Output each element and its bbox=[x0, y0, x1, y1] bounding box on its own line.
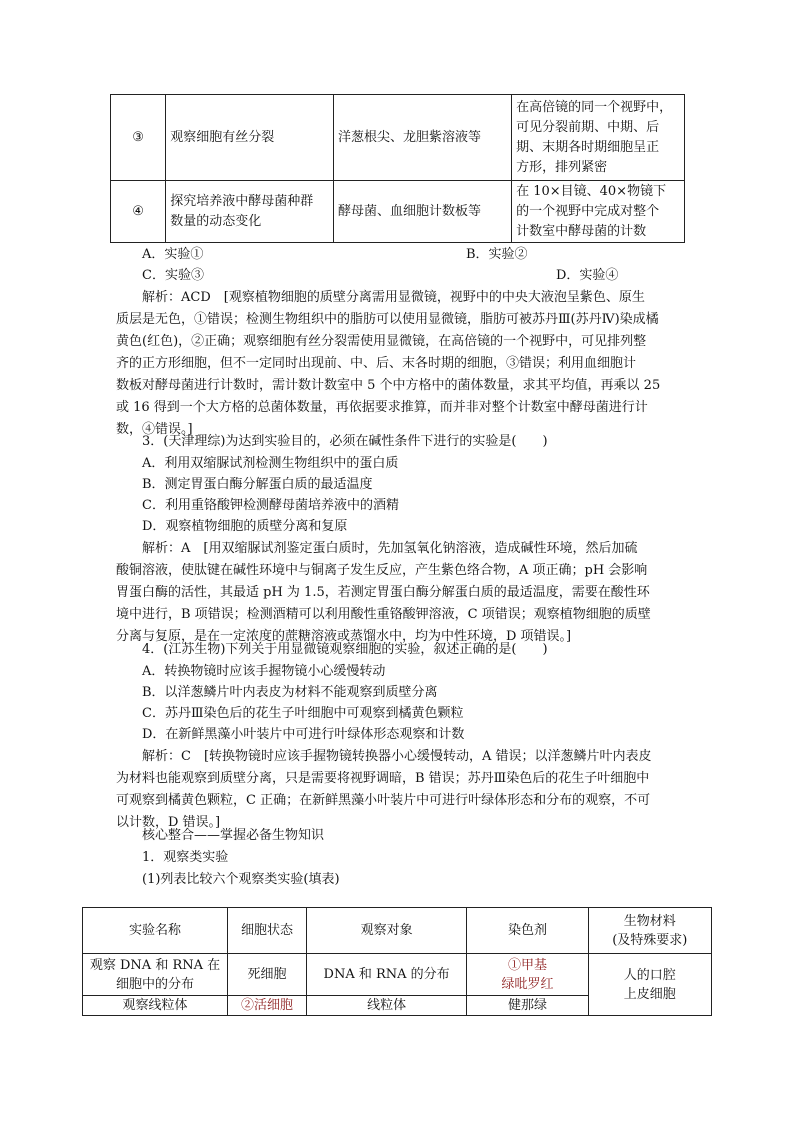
option-a: A．实验① bbox=[142, 247, 204, 262]
column-header: 生物材料 (及特殊要求) bbox=[588, 908, 711, 954]
row-number: ④ bbox=[111, 181, 166, 243]
analysis-line: 酸铜溶液，使肽键在碱性环境中与铜离子发生反应，产生紫色络合物，A 项正确；pH 会影响 bbox=[116, 563, 648, 578]
cell-state: 死细胞 bbox=[228, 954, 307, 996]
analysis-line: 分离与复原，是在一定浓度的蔗糖溶液或蒸馏水中，均为中性环境，D 项错误。] bbox=[116, 629, 572, 644]
option-c: C．利用重铬酸钾检测酵母菌培养液中的酒精 bbox=[142, 498, 399, 513]
experiment-name: 探究培养液中酵母菌种群 数量的动态变化 bbox=[166, 181, 334, 243]
column-header: 观察对象 bbox=[306, 908, 466, 954]
option-c: C．苏丹Ⅲ染色后的花生子叶细胞中可观察到橘黄色颗粒 bbox=[142, 706, 464, 721]
section-title: 核心整合——掌握必备生物知识 bbox=[142, 828, 325, 843]
option-b: B．实验② bbox=[466, 247, 528, 262]
cell-name: 观察 DNA 和 RNA 在 细胞中的分布 bbox=[83, 954, 228, 996]
analysis-line: 解析：ACD [观察植物细胞的质壁分离需用显微镜，视野中的中央大液泡呈紫色、原生 bbox=[142, 290, 645, 305]
table-row bbox=[111, 95, 685, 181]
cell-stain: 健那绿 bbox=[467, 996, 588, 1016]
analysis-line: 质层是无色，①错误；检测生物组织中的脂肪可以使用显微镜，脂肪可被苏丹Ⅲ(苏丹Ⅳ)染成橘 bbox=[116, 312, 659, 327]
table-row bbox=[83, 954, 712, 996]
experiment-material: 洋葱根尖、龙胆紫溶液等 bbox=[334, 95, 512, 181]
option-a: A．利用双缩脲试剂检测生物组织中的蛋白质 bbox=[142, 456, 399, 471]
analysis-line: 数，④错误。] bbox=[116, 422, 193, 437]
column-header: 细胞状态 bbox=[228, 908, 307, 954]
option-d: D．观察植物细胞的质壁分离和复原 bbox=[142, 519, 348, 534]
top-table bbox=[110, 94, 685, 243]
cell-object: 线粒体 bbox=[306, 996, 466, 1016]
column-header: 实验名称 bbox=[83, 908, 228, 954]
table-header-row bbox=[83, 908, 712, 954]
experiment-description: 在 10×目镜、40×物镜下 的一个视野中完成对整个 计数室中酵母菌的计数 bbox=[512, 181, 685, 243]
section-subtitle: (1)列表比较六个观察类实验(填表) bbox=[142, 872, 340, 887]
question-stem: 4．(江苏生物)下列关于用显微镜观察细胞的实验，叙述正确的是( ) bbox=[142, 642, 548, 657]
table-row bbox=[111, 181, 685, 243]
experiment-name: 观察细胞有丝分裂 bbox=[166, 95, 334, 181]
column-header: 染色剂 bbox=[467, 908, 588, 954]
option-a: A．转换物镜时应该手握物镜小心缓慢转动 bbox=[142, 664, 386, 679]
comparison-table bbox=[82, 907, 712, 1016]
analysis-line: 解析：C [转换物镜时应该手握物镜转换器小心缓慢转动，A 错误；以洋葱鳞片叶内表皮 bbox=[142, 749, 652, 764]
row-number: ③ bbox=[111, 95, 166, 181]
analysis-line: 胃蛋白酶的活性，其最适 pH 为 1.5，若测定胃蛋白酶分解蛋白质的最适温度，需要在酸性环 bbox=[116, 585, 650, 600]
option-d: D．实验④ bbox=[556, 268, 619, 283]
question-stem: 3．(天津理综)为达到实验目的，必须在碱性条件下进行的实验是( ) bbox=[142, 434, 548, 449]
experiment-material: 酵母菌、血细胞计数板等 bbox=[334, 181, 512, 243]
analysis-line: 数板对酵母菌进行计数时，需计数计数室中 5 个中方格中的菌体数量，求其平均值，再乘以 25 bbox=[116, 378, 661, 393]
analysis-line: 解析：A [用双缩脲试剂鉴定蛋白质时，先加氢氧化钠溶液，造成碱性环境，然后加硫 bbox=[142, 541, 638, 556]
analysis-line: 以计数，D 错误。] bbox=[116, 815, 221, 830]
cell-object: DNA 和 RNA 的分布 bbox=[306, 954, 466, 996]
option-c: C．实验③ bbox=[142, 268, 204, 283]
cell-material: 人的口腔 上皮细胞 bbox=[588, 954, 711, 1016]
analysis-line: 齐的正方形细胞，但不一定同时出现前、中、后、末各时期的细胞，③错误；利用血细胞计 bbox=[116, 356, 637, 371]
analysis-line: 为材料也能观察到质壁分离，只是需要将视野调暗，B 错误；苏丹Ⅲ染色后的花生子叶细胞中 bbox=[116, 771, 650, 786]
analysis-line: 境中进行，B 项错误；检测酒精可以利用酸性重铬酸钾溶液，C 项错误；观察植物细胞的质壁 bbox=[116, 607, 651, 622]
cell-state: ②活细胞 bbox=[228, 996, 307, 1016]
analysis-line: 可观察到橘黄色颗粒，C 正确；在新鲜黑藻小叶装片中可进行叶绿体形态和分布的观察，不可 bbox=[116, 793, 651, 808]
section-subtitle: 1．观察类实验 bbox=[142, 850, 229, 865]
cell-stain: ①甲基 绿吡罗红 bbox=[467, 954, 588, 996]
cell-name: 观察线粒体 bbox=[83, 996, 228, 1016]
analysis-line: 或 16 得到一个大方格的总菌体数量，再依据要求推算，而并非对整个计数室中酵母菌进行计 bbox=[116, 400, 648, 415]
option-d: D．在新鲜黑藻小叶装片中可进行叶绿体形态观察和计数 bbox=[142, 727, 465, 742]
option-b: B．测定胃蛋白酶分解蛋白质的最适温度 bbox=[142, 477, 373, 492]
analysis-line: 黄色(红色)，②正确；观察细胞有丝分裂需使用显微镜，在高倍镜的一个视野中，可见排列整 bbox=[116, 334, 647, 349]
experiment-description: 在高倍镜的同一个视野中， 可见分裂前期、中期、后 期、末期各时期细胞呈正 方形，排列紧密 bbox=[512, 95, 685, 181]
option-b: B．以洋葱鳞片叶内表皮为材料不能观察到质壁分离 bbox=[142, 685, 438, 700]
